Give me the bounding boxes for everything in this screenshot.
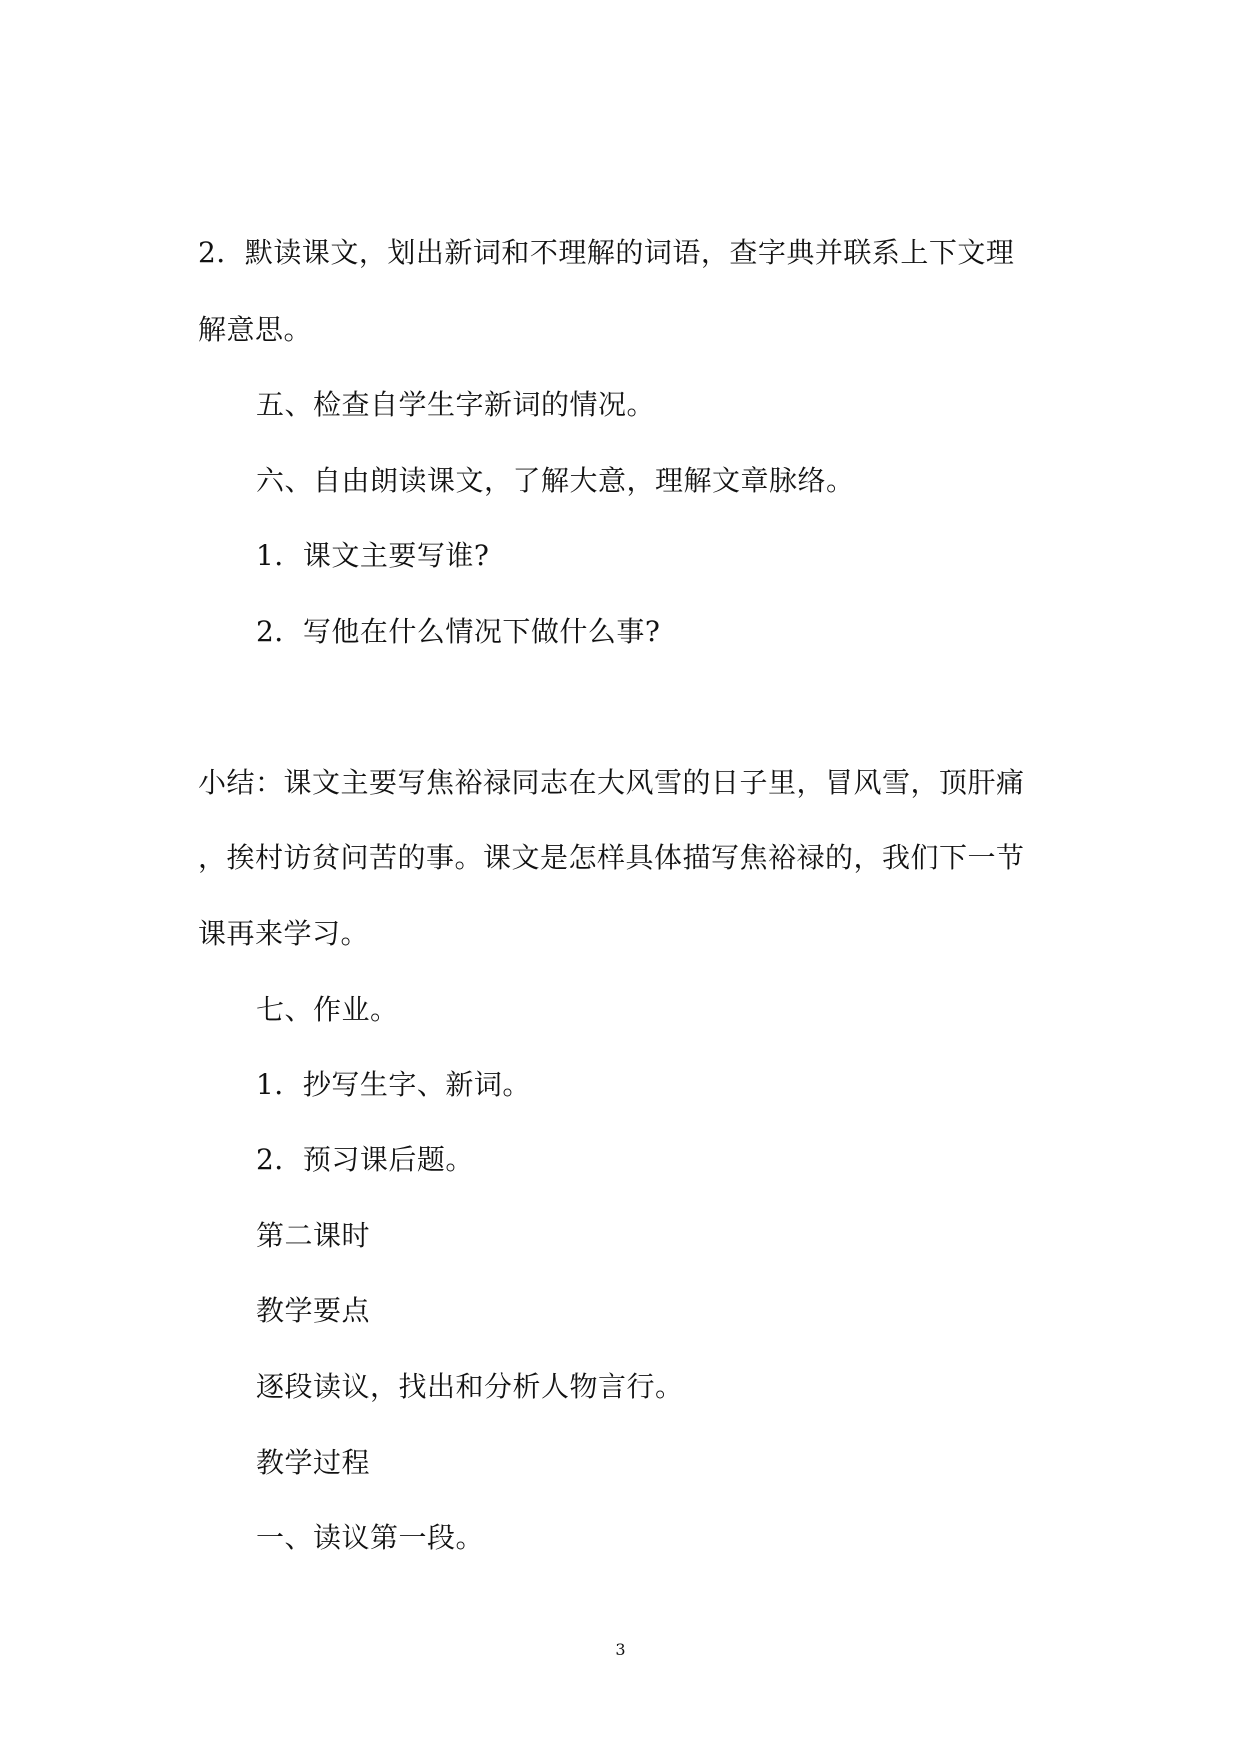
- text-line: 五、检查自学生字新词的情况。: [256, 388, 656, 421]
- text-line: 1．课文主要写谁?: [256, 539, 490, 572]
- text-line: 七、作业。: [256, 993, 399, 1026]
- summary-line: ，挨村访贫问苦的事。课文是怎样具体描写焦裕禄的，我们下一节: [198, 841, 1025, 874]
- text-line: 一、读议第一段。: [256, 1521, 485, 1554]
- section-heading: 第二课时: [256, 1219, 371, 1252]
- page-number: 3: [615, 1640, 626, 1659]
- summary-line: 小结：课文主要写焦裕禄同志在大风雪的日子里，冒风雪，顶肝痛: [198, 766, 1025, 799]
- text-line: 2．写他在什么情况下做什么事?: [256, 615, 661, 648]
- text-line: 2．默读课文，划出新词和不理解的词语，查字典并联系上下文理: [198, 236, 1015, 269]
- section-heading: 教学要点: [256, 1294, 371, 1327]
- summary-line: 课再来学习。: [198, 917, 370, 950]
- section-heading: 教学过程: [256, 1446, 371, 1479]
- text-line: 逐段读议，找出和分析人物言行。: [256, 1370, 684, 1403]
- text-line: 1．抄写生字、新词。: [256, 1068, 531, 1101]
- text-line: 解意思。: [198, 313, 313, 346]
- text-line: 六、自由朗读课文，了解大意，理解文章脉络。: [256, 464, 855, 497]
- text-line: 2．预习课后题。: [256, 1143, 474, 1176]
